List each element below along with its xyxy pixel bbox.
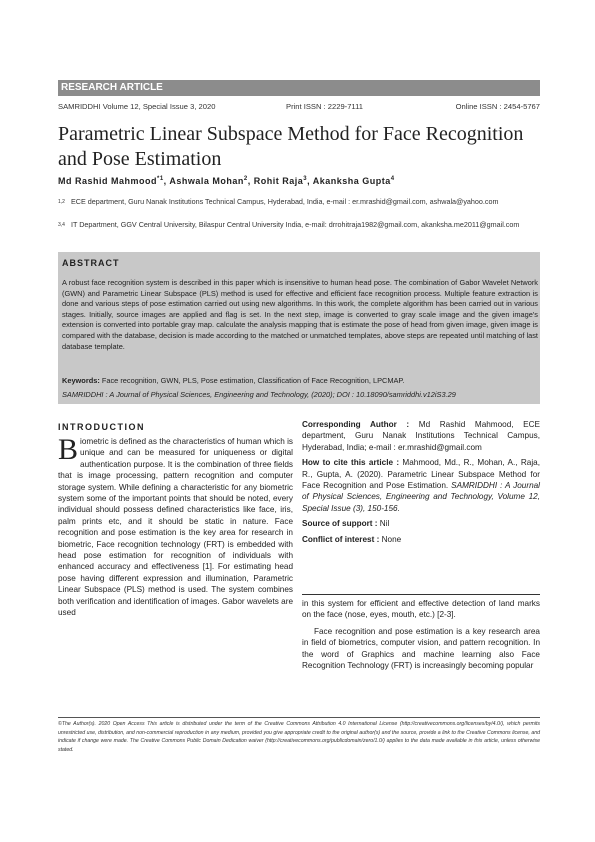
author-superscript: *1: [157, 176, 164, 182]
how-to-cite-text: Mahmood, Md., R., Mohan, A., Raja, R., Gupta, A. (2020). Parametric Linear Subspace Method for Face Recognition and Pose Estimation.: [302, 458, 540, 491]
author-name: Rohit Raja: [253, 176, 304, 186]
abstract-heading: ABSTRACT: [62, 258, 120, 268]
keywords: [62, 376, 538, 387]
corresponding-author: [302, 419, 540, 453]
online-issn: Online ISSN : 2454-5767: [455, 102, 540, 111]
affiliation-marker: 1,2: [58, 199, 65, 205]
how-to-cite: [302, 457, 540, 514]
how-to-cite-label: How to cite this article :: [302, 458, 400, 468]
correspondence-divider: [302, 594, 540, 595]
conflict-of-interest-value: None: [381, 534, 402, 544]
source-of-support-label: Source of support :: [302, 519, 378, 529]
keywords-text: Face recognition, GWN, PLS, Pose estimation, Classification of Face Recognition, LPCMAP.: [101, 376, 405, 385]
license-footnote: ©The Author(s). 2020 Open Access This article is distributed under the term of the Creative Commons Attribution 4.0 International License (http://creativecommons.org/licenses/by/4.0/), which permits unrestricted use, distribution, and non-commercial reproduction in any medium, provided you give appropriate credit to the original author(s) and the source, provide a link to the Creative Commons license, and indicate if change were made. The Creative Commons Public Domain Dedication waiver (http://creativecommons.org/publicdomain/zero/1.0/) applies to the data made available in this article, unless otherwise stated.: [58, 721, 540, 753]
source-of-support: [302, 518, 540, 529]
abstract-body: A robust face recognition system is described in this paper which is insensitive to human head pose. The combination of Gabor Wavelet Network (GWN) and Parametric Linear Subspace (PLS) method is used for effective and efficient face recognition process. Multiple feature extraction is done and various steps of pose estimation carried out using new algorithms. In this work, the complete algorithm has been carried out in various stages. Initially, source images are applied and flag is set. In the next step, image is converted to gray scale image and the given image's extension is converted into portable gray map. calculate the analysis mapping that is estimate the pose of head from given image, given image is compared with the database, decision is made according to the matched or unmatched templates, above steps are repeated until matching of last database template.: [62, 278, 538, 351]
footnote-divider: [58, 717, 540, 718]
journal-citation: SAMRIDDHI : A Journal of Physical Sciences, Engineering and Technology, (2020); DOI : 10.18090/samriddhi.v12iS3.29: [62, 390, 456, 399]
corresponding-author-text: Md Rashid Mahmood, ECE department, Guru Nanak Institutions Technical Campus, Hyderabad, India; e-mail : er.mrashid@gmail.com: [302, 420, 540, 452]
author-name: Akanksha Gupta: [312, 176, 391, 186]
affiliation-marker: 3,4: [58, 222, 65, 228]
journal-info-line: [58, 101, 540, 113]
conflict-of-interest-label: Conflict of interest :: [302, 534, 380, 544]
author-superscript: 2: [243, 176, 248, 182]
how-to-cite-journal: SAMRIDDHI : A Journal of Physical Sciences, Engineering and Technology, Volume 12, Special Issue (3), 150-156.: [302, 481, 541, 513]
affiliation-1: [58, 197, 540, 208]
keywords-label: Keywords:: [62, 376, 100, 385]
author-superscript: 4: [390, 176, 395, 182]
affiliation-2: [58, 220, 540, 231]
intro-paragraph-1: iometric is defined as the characteristics of human which is unique and can be measured for uniqueness or digital authentication purpose. It is the combination of three fields that is image processing, pattern recognition and computer storage system. While defining a characteristic for any biometric system some of the important points that should be noted, every individual should possess defined characteristics like face, iris, palm prints etc, and it should be static in nature. Face recognition and pose estimation is the key area for research in biometric, Face recognition technology (FRT) is embedded with head pose estimation for recognition of individuals with enhanced accuracy and effectiveness [1]. For estimating head pose having different expression and illumination, Parametric Linear Subspace (PLS) method is used. The system combines both verification and identification of images. Gabor wavelets are used: [58, 437, 293, 618]
author-name: Ashwala Mohan: [169, 176, 244, 186]
conflict-of-interest: [302, 534, 540, 545]
author-list: Md Rashid Mahmood$^{*1}$, Ashwala Mohan$^2$, Rohit Raja$^3$, Akanksha Gupta$^4$: [58, 176, 395, 186]
source-of-support-value: Nil: [379, 519, 390, 529]
intro-paragraph-2: in this system for efficient and effective detection of land marks on the face (nose, eyes, mouth, etc.) [2-3].: [302, 599, 540, 620]
introduction-left-column: [58, 433, 293, 619]
introduction-right-column: [302, 598, 540, 676]
print-issn: Print ISSN : 2229-7111: [286, 102, 363, 111]
affiliation-text: IT Department, GGV Central University, Bilaspur Central University India, e-mail: drrohitraja1982@gmail.com, akanksha.me2011@gmail.com: [70, 220, 520, 229]
affiliation-text: ECE department, Guru Nanak Institutions Technical Campus, Hyderabad, India, e-mail : er.mrashid@gmail.com, ashwala@yahoo.com: [70, 197, 499, 206]
drop-cap: B: [58, 433, 79, 466]
corresponding-author-label: Corresponding Author :: [302, 420, 410, 429]
journal-volume: SAMRIDDHI Volume 12, Special Issue 3, 2020: [58, 102, 216, 111]
abstract-box: [58, 252, 540, 404]
author-superscript: 3: [303, 176, 308, 182]
paper-title: Parametric Linear Subspace Method for Face Recognition and Pose Estimation: [58, 123, 524, 170]
article-type-label: RESEARCH ARTICLE: [61, 82, 163, 93]
intro-paragraph-3: Face recognition and pose estimation is a key research area in field of biometrics, computer vision, and pattern recognition. In the word of Graphics and machine learning also Face Recognition Technology (FRT) is increasingly becoming popular: [302, 626, 540, 671]
correspondence-box: [302, 419, 540, 591]
article-type-banner: [58, 80, 540, 96]
introduction-heading: INTRODUCTION: [58, 422, 145, 432]
author-name: Md Rashid Mahmood: [58, 176, 157, 186]
